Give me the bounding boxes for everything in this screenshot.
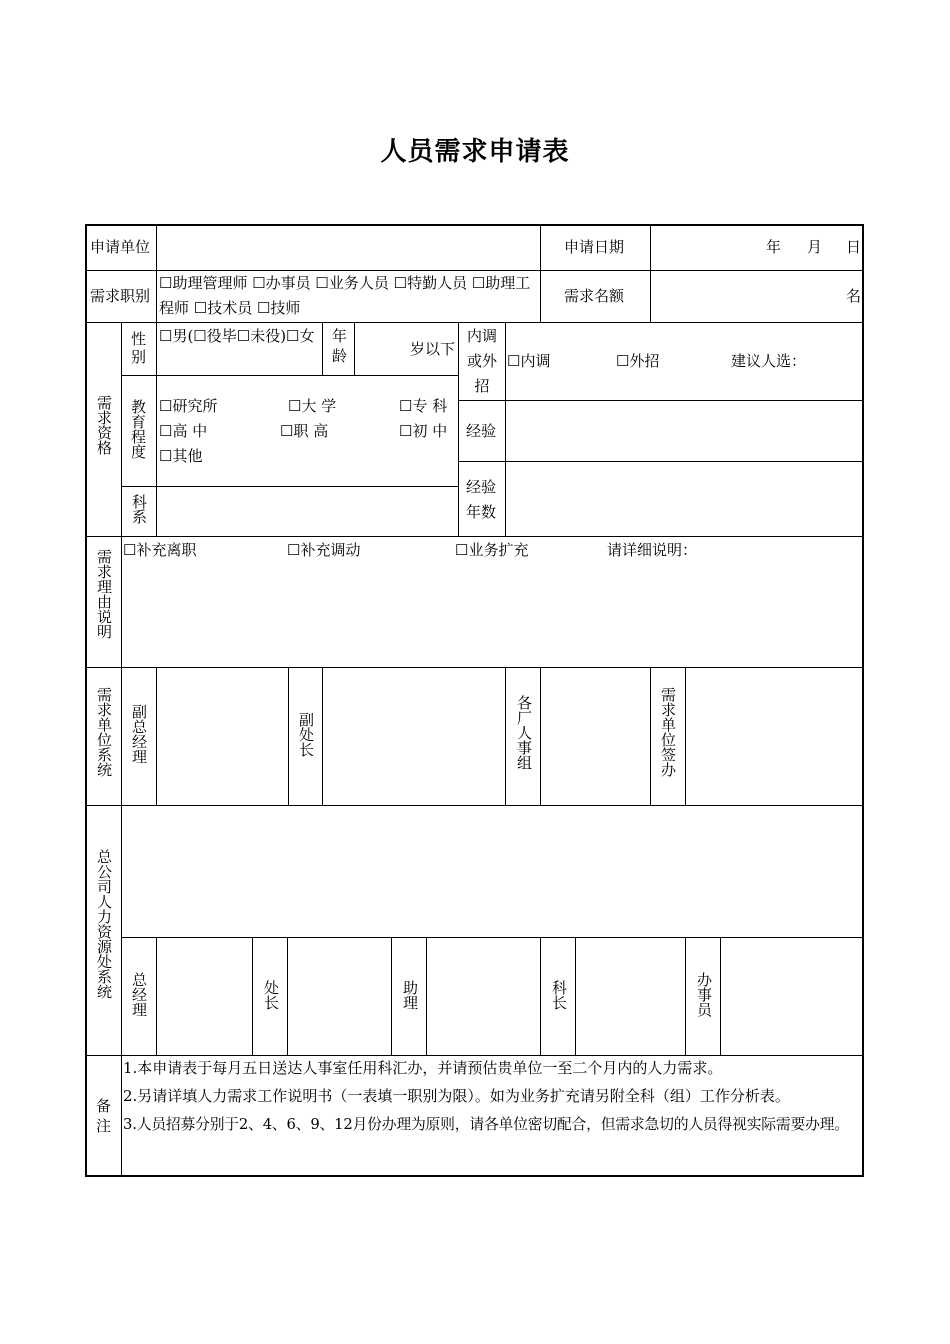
- gender-label: 性别: [129, 331, 147, 367]
- page-title: 人员需求申请表: [380, 137, 570, 167]
- edu-juniorhigh-checkbox[interactable]: ☐初 中: [399, 422, 448, 440]
- reason-detail-label: 请详细说明：: [607, 541, 698, 559]
- gm-label: 总经理: [130, 972, 148, 1017]
- hr-comments-field[interactable]: [123, 807, 861, 936]
- reason-label: 需求理由说明: [95, 549, 113, 639]
- quota-unit: 名: [846, 287, 862, 305]
- experience-years-label-2: 年数: [466, 503, 497, 521]
- education-label: 教育程度: [129, 399, 147, 459]
- apply-unit-field[interactable]: [160, 228, 538, 268]
- quota-field[interactable]: [652, 273, 860, 320]
- edu-highschool-checkbox[interactable]: ☐高 中: [159, 422, 208, 440]
- vice-director-sign-field[interactable]: [324, 669, 503, 803]
- director-label: 处长: [262, 980, 280, 1010]
- suggest-label: 建议人选：: [731, 352, 807, 370]
- assistant-sign-field[interactable]: [428, 939, 538, 1053]
- gm-sign-field[interactable]: [158, 939, 250, 1053]
- reason-expansion-checkbox[interactable]: ☐业务扩充: [455, 541, 529, 559]
- director-sign-field[interactable]: [289, 939, 389, 1053]
- gender-options[interactable]: ☐男(☐役毕☐未役)☐女: [159, 327, 315, 345]
- section-chief-sign-field[interactable]: [577, 939, 683, 1053]
- reason-detail-field[interactable]: [123, 565, 861, 665]
- source-external-checkbox[interactable]: ☐外招: [616, 352, 660, 370]
- section-chief-label: 科长: [550, 980, 568, 1010]
- reason-resign-checkbox[interactable]: ☐补充离职: [123, 541, 197, 559]
- note-1: 1.本申请表于每月五日送达人事室任用科汇办，并请预估贵单位一至二个月内的人力需求。: [123, 1059, 723, 1077]
- vice-gm-sign-field[interactable]: [158, 669, 286, 803]
- edu-university-checkbox[interactable]: ☐大 学: [288, 397, 337, 415]
- position-label: 需求职别: [90, 287, 151, 305]
- department-label: 科系: [130, 494, 148, 524]
- day-label: 日: [846, 238, 862, 256]
- experience-label: 经验: [466, 422, 497, 440]
- position-options[interactable]: ☐助理管理师 ☐办事员 ☐业务人员 ☐特勤人员 ☐助理工程师 ☐技术员 ☐技师: [159, 274, 531, 317]
- dept-system-label: 需求单位系统: [95, 687, 113, 777]
- age-field[interactable]: 岁以下: [410, 340, 456, 358]
- edu-vocational-checkbox[interactable]: ☐职 高: [280, 422, 329, 440]
- dept-signoff-field[interactable]: [687, 669, 861, 803]
- quota-label: 需求名额: [564, 287, 625, 305]
- reason-transfer-checkbox[interactable]: ☐补充调动: [287, 541, 361, 559]
- edu-other-checkbox[interactable]: ☐其他: [159, 447, 203, 465]
- clerk-label: 办事员: [695, 972, 713, 1017]
- edu-college-checkbox[interactable]: ☐专 科: [399, 397, 448, 415]
- age-label: 年龄: [330, 328, 348, 368]
- source-label: 内调或外招: [466, 327, 497, 395]
- apply-date-field[interactable]: [652, 228, 860, 268]
- experience-years-label-1: 经验: [466, 478, 497, 496]
- vice-director-label: 副处长: [297, 712, 315, 757]
- notes-label: 备注: [94, 1098, 112, 1138]
- apply-unit-label: 申请单位: [90, 238, 151, 256]
- factory-hr-label: 各厂人事组: [515, 695, 533, 770]
- year-label: 年: [766, 238, 782, 256]
- experience-years-field[interactable]: [507, 463, 861, 535]
- edu-graduate-checkbox[interactable]: ☐研究所: [159, 397, 218, 415]
- note-2: 2.另请详填人力需求工作说明书（一表填一职别为限）。如为业务扩充请另附全科（组）工作分析表。: [123, 1087, 790, 1105]
- hr-system-label: 总公司人力资源处系统: [95, 849, 113, 999]
- dept-signoff-label: 需求单位签办: [659, 687, 677, 777]
- apply-date-label: 申请日期: [564, 238, 625, 256]
- clerk-sign-field[interactable]: [722, 939, 861, 1053]
- qualification-label: 需求资格: [95, 395, 113, 455]
- source-internal-checkbox[interactable]: ☐内调: [507, 352, 551, 370]
- experience-field[interactable]: [507, 402, 861, 460]
- department-field[interactable]: [158, 488, 456, 535]
- factory-hr-sign-field[interactable]: [542, 669, 648, 803]
- vice-gm-label: 副总经理: [130, 704, 148, 764]
- note-3: 3.人员招募分别于2、4、6、9、12月份办理为原则，请各单位密切配合，但需求急切的人员得视实际需要办理。: [123, 1116, 849, 1133]
- month-label: 月: [807, 238, 823, 256]
- assistant-label: 助理: [401, 980, 419, 1010]
